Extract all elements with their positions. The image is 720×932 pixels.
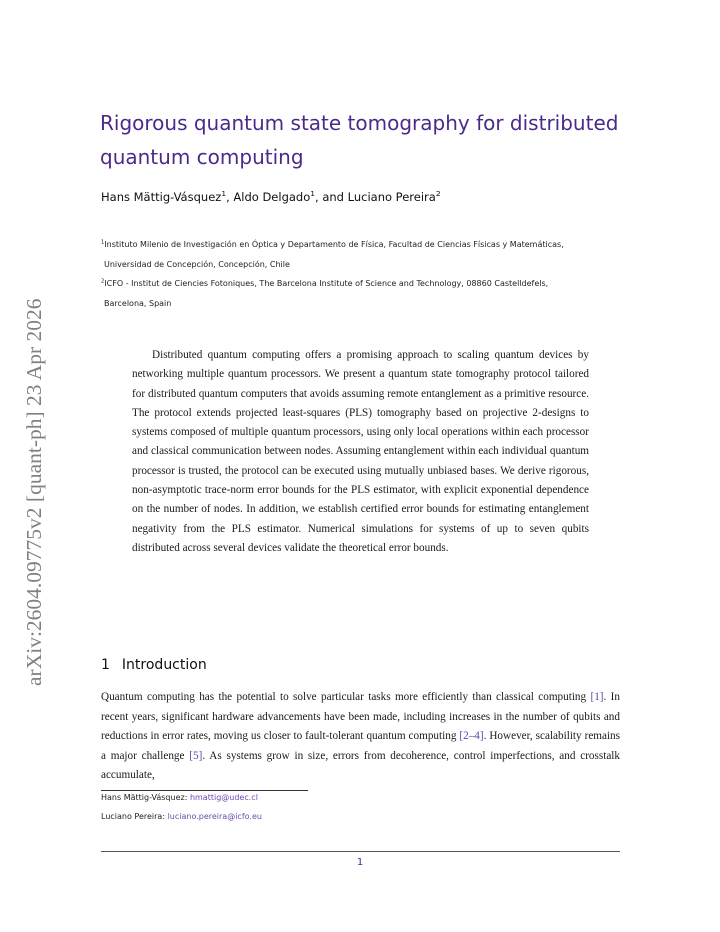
- abstract: [132, 346, 589, 558]
- affiliation-2-line-1: ICFO - Institut de Ciencies Fotoniques, The Barcelona Institute of Science and Technology, 08860 Castelldefels,: [104, 279, 549, 288]
- footnote-email-1: [101, 793, 258, 802]
- intro-text-3: . However, scalability remains a major challenge: [101, 730, 621, 762]
- author-3-name: Luciano Pereira: [347, 190, 436, 204]
- affiliation-2-line-2: Barcelona, Spain: [104, 298, 172, 308]
- intro-text-2: . In recent years, significant hardware advancements have been made, including increases in the number of qubits and reductions in error rates, moving us closer to fault-tolerant quantum computing: [101, 691, 621, 743]
- email-link[interactable]: luciano.pereira@icfo.eu: [167, 812, 262, 821]
- section-heading: [101, 657, 207, 673]
- affiliation-2: [101, 274, 631, 313]
- footnote-author-name: Luciano Pereira:: [101, 812, 166, 821]
- citation-link[interactable]: [5]: [189, 749, 203, 762]
- author-separator: , and: [315, 190, 348, 204]
- author-2-name: Aldo Delgado: [233, 190, 311, 204]
- affiliation-1-mark: 1: [101, 239, 105, 246]
- footnote-author-name: Hans Mättig-Vásquez:: [101, 793, 188, 802]
- section-number: 1: [101, 657, 110, 673]
- author-1-affiliation-mark: 1: [221, 189, 227, 199]
- abstract-text: Distributed quantum computing offers a promising approach to scaling quantum devices by networking multiple quantum processors. We present a quantum state tomography protocol tailored for distributed quantum computers that avoids assuming remote entanglement as a primitive resource. The protocol extends projected least-squares (PLS) tomography based on projective 2-designs to systems composed of multiple quantum processors, using only local operations within each processor and classical communication between nodes. Assuming entanglement within each individual quantum processor is trusted, the protocol can be executed using mutually unbiased bases. We derive rigorous, non-asymptotic trace-norm error bounds for the PLS estimator, with explicit exponential dependence on the number of nodes. In addition, we establish certified error bounds for estimating entanglement negativity from the PLS estimator. Numerical simulations for systems of up to seven qubits distributed across several devices validate the theoretical error bounds.: [132, 349, 589, 554]
- page-footer-divider: [101, 851, 620, 852]
- author-separator: ,: [226, 190, 234, 204]
- citation-link[interactable]: [1]: [590, 691, 604, 703]
- section-title: Introduction: [121, 657, 207, 673]
- affiliation-2-mark: 2: [101, 278, 105, 285]
- affiliation-1-line-1: Instituto Milenio de Investigación en Óptica y Departamento de Física, Facultad de Ciencias Físicas y Matemáticas,: [104, 240, 564, 249]
- email-link[interactable]: hmattig@udec.cl: [189, 793, 258, 802]
- citation-link[interactable]: [2–4]: [459, 730, 484, 743]
- arxiv-identifier-stamp: arXiv:2604.09775v2 [quant-ph] 23 Apr 2026: [22, 298, 46, 686]
- affiliation-1-line-2: Universidad de Concepción, Concepción, Chile: [104, 259, 290, 269]
- page-number: 1: [356, 857, 364, 868]
- author-3-affiliation-mark: 2: [435, 189, 441, 199]
- introduction-paragraph: [101, 688, 620, 786]
- footnote-divider: [101, 790, 308, 791]
- author-list: [101, 190, 441, 204]
- author-1-name: Hans Mättig-Vásquez: [101, 190, 222, 204]
- intro-text-1: Quantum computing has the potential to solve particular tasks more efficiently than classical computing: [101, 691, 591, 703]
- paper-title: Rigorous quantum state tomography for distributed quantum computing: [100, 111, 619, 169]
- footnote-email-2: [101, 812, 262, 821]
- affiliation-1: [101, 235, 631, 274]
- intro-text-4: . As systems grow in size, errors from decoherence, control imperfections, and crosstalk accumulate,: [101, 749, 621, 782]
- author-2-affiliation-mark: 1: [310, 189, 316, 199]
